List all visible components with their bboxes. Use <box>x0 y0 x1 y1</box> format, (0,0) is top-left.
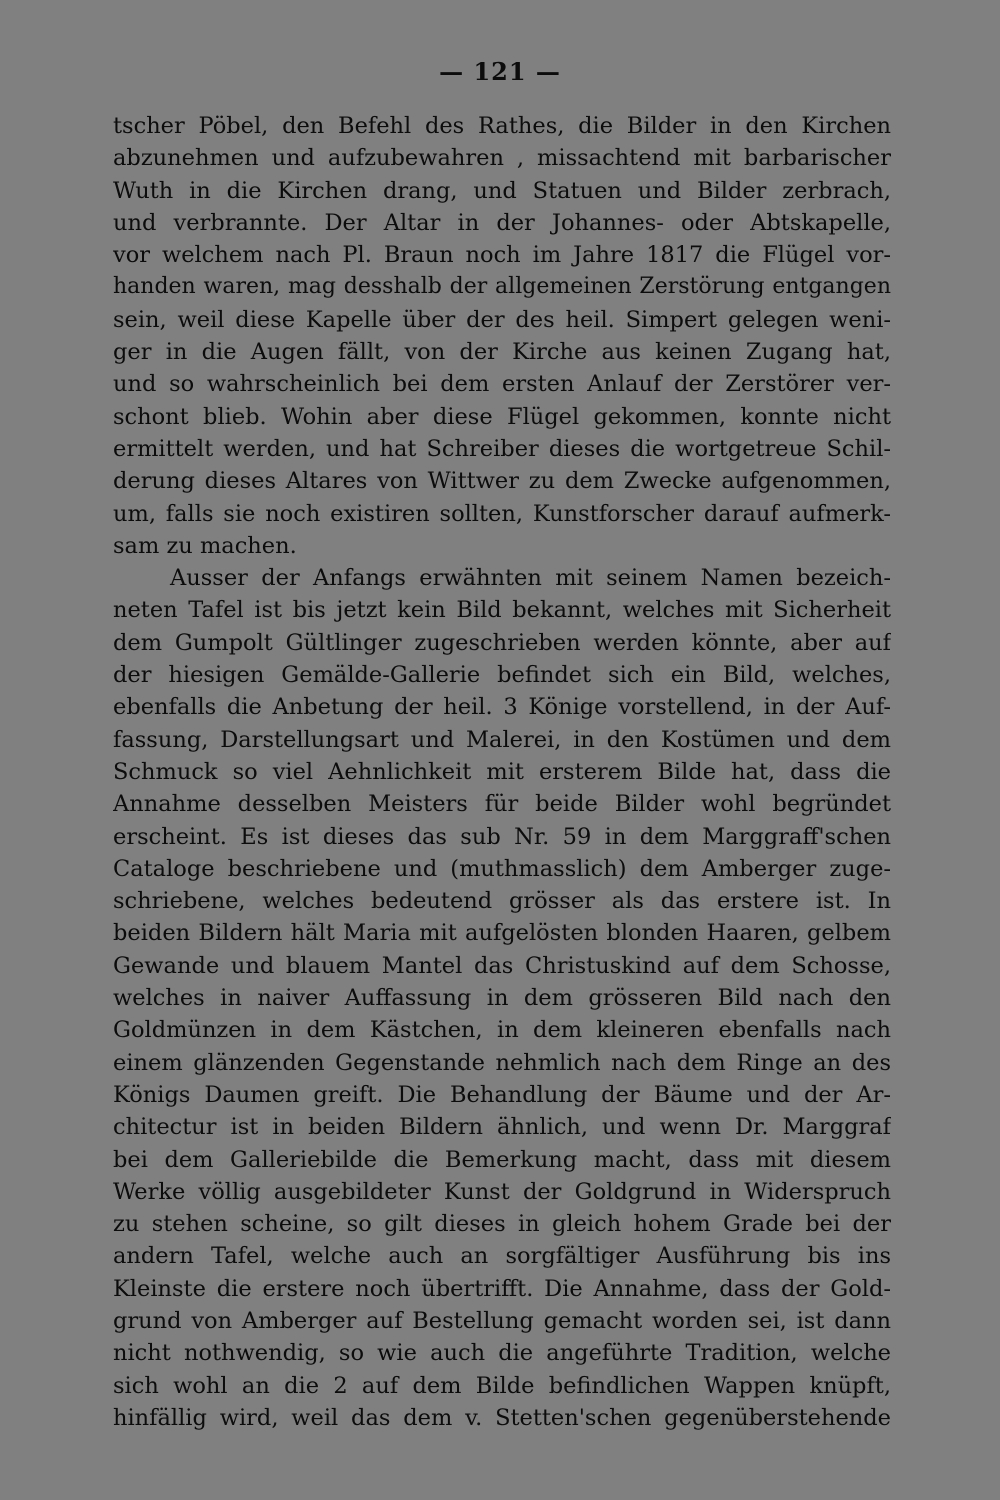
text-line: abzunehmen und aufzubewahren , missachtend mit barbarischer <box>113 145 891 172</box>
text-line: schont blieb. Wohin aber diese Flügel gekommen, konnte nicht <box>113 403 891 430</box>
text-line: ermittelt werden, und hat Schreiber dieses die wortgetreue Schil- <box>113 435 891 462</box>
text-line: grund von Amberger auf Bestellung gemacht worden sei, ist dann <box>113 1307 891 1334</box>
text-line: derung dieses Altares von Wittwer zu dem Zwecke aufgenommen, <box>113 468 891 495</box>
text-line: Wuth in die Kirchen drang, und Statuen und Bilder zerbrach, <box>113 177 891 204</box>
page-number: — 121 — <box>439 57 561 86</box>
text-line: zu stehen scheine, so gilt dieses in gleich hohem Grade bei der <box>113 1211 891 1238</box>
text-line: handen waren, mag desshalb der allgemeinen Zerstörung entgangen <box>113 274 891 300</box>
text-line: schriebene, welches bedeutend grösser als das erstere ist. In <box>113 888 891 915</box>
text-line: ger in die Augen fällt, von der Kirche aus keinen Zugang hat, <box>113 339 891 366</box>
text-line: sein, weil diese Kapelle über der des heil. Simpert gelegen weni- <box>113 306 891 333</box>
paragraph-start-line: Ausser der Anfangs erwähnten mit seinem Namen bezeich- <box>170 565 891 592</box>
text-line: erscheint. Es ist dieses das sub Nr. 59 in dem Marggraff'schen <box>113 823 891 850</box>
text-line: um, falls sie noch existiren sollten, Kunstforscher darauf aufmerk- <box>113 500 891 527</box>
text-line: dem Gumpolt Gültlinger zugeschrieben werden könnte, aber auf <box>113 629 891 656</box>
text-line: bei dem Galleriebilde die Bemerkung macht, dass mit diesem <box>113 1146 891 1173</box>
text-line: und so wahrscheinlich bei dem ersten Anlauf der Zerstörer ver- <box>113 371 891 398</box>
text-line: Annahme desselben Meisters für beide Bilder wohl begründet <box>113 791 891 818</box>
paragraph-end-line: sam zu machen. <box>113 532 297 559</box>
text-line: Cataloge beschriebene und (muthmasslich) dem Amberger zuge- <box>113 855 891 882</box>
text-line: Kleinste die erstere noch übertrifft. Die Annahme, dass der Gold- <box>113 1275 891 1302</box>
text-line: der hiesigen Gemälde-Gallerie befindet sich ein Bild, welches, <box>113 662 891 689</box>
text-line: neten Tafel ist bis jetzt kein Bild bekannt, welches mit Sicherheit <box>113 597 891 624</box>
text-line: Schmuck so viel Aehnlichkeit mit ersterem Bilde hat, dass die <box>113 758 891 785</box>
text-line: welches in naiver Auffassung in dem grösseren Bild nach den <box>113 985 891 1012</box>
text-line: Gewande und blauem Mantel das Christuskind auf dem Schosse, <box>113 952 891 979</box>
text-line: einem glänzenden Gegenstande nehmlich nach dem Ringe an des <box>113 1049 891 1076</box>
text-line: ebenfalls die Anbetung der heil. 3 Könige vorstellend, in der Auf- <box>113 694 891 721</box>
text-line: chitectur ist in beiden Bildern ähnlich, und wenn Dr. Marggraf <box>113 1114 891 1141</box>
text-line: beiden Bildern hält Maria mit aufgelösten blonden Haaren, gelbem <box>113 920 891 947</box>
text-line: Werke völlig ausgebildeter Kunst der Goldgrund in Widerspruch <box>113 1178 891 1205</box>
body-text <box>113 110 891 1434</box>
text-line: nicht nothwendig, so wie auch die angeführte Tradition, welche <box>113 1340 891 1367</box>
text-line: Königs Daumen greift. Die Behandlung der Bäume und der Ar- <box>113 1081 891 1108</box>
text-line: hinfällig wird, weil das dem v. Stetten'schen gegenüberstehende <box>113 1404 891 1431</box>
text-line: vor welchem nach Pl. Braun noch im Jahre 1817 die Flügel vor- <box>113 242 891 269</box>
text-line: sich wohl an die 2 auf dem Bilde befindlichen Wappen knüpft, <box>113 1372 891 1399</box>
text-line: tscher Pöbel, den Befehl des Rathes, die Bilder in den Kirchen <box>113 113 891 139</box>
text-line: und verbrannte. Der Altar in der Johannes- oder Abtskapelle, <box>113 209 891 236</box>
text-line: Goldmünzen in dem Kästchen, in dem kleineren ebenfalls nach <box>113 1017 891 1044</box>
text-line: andern Tafel, welche auch an sorgfältiger Ausführung bis ins <box>113 1243 891 1270</box>
text-line: fassung, Darstellungsart und Malerei, in den Kostümen und dem <box>113 726 891 753</box>
